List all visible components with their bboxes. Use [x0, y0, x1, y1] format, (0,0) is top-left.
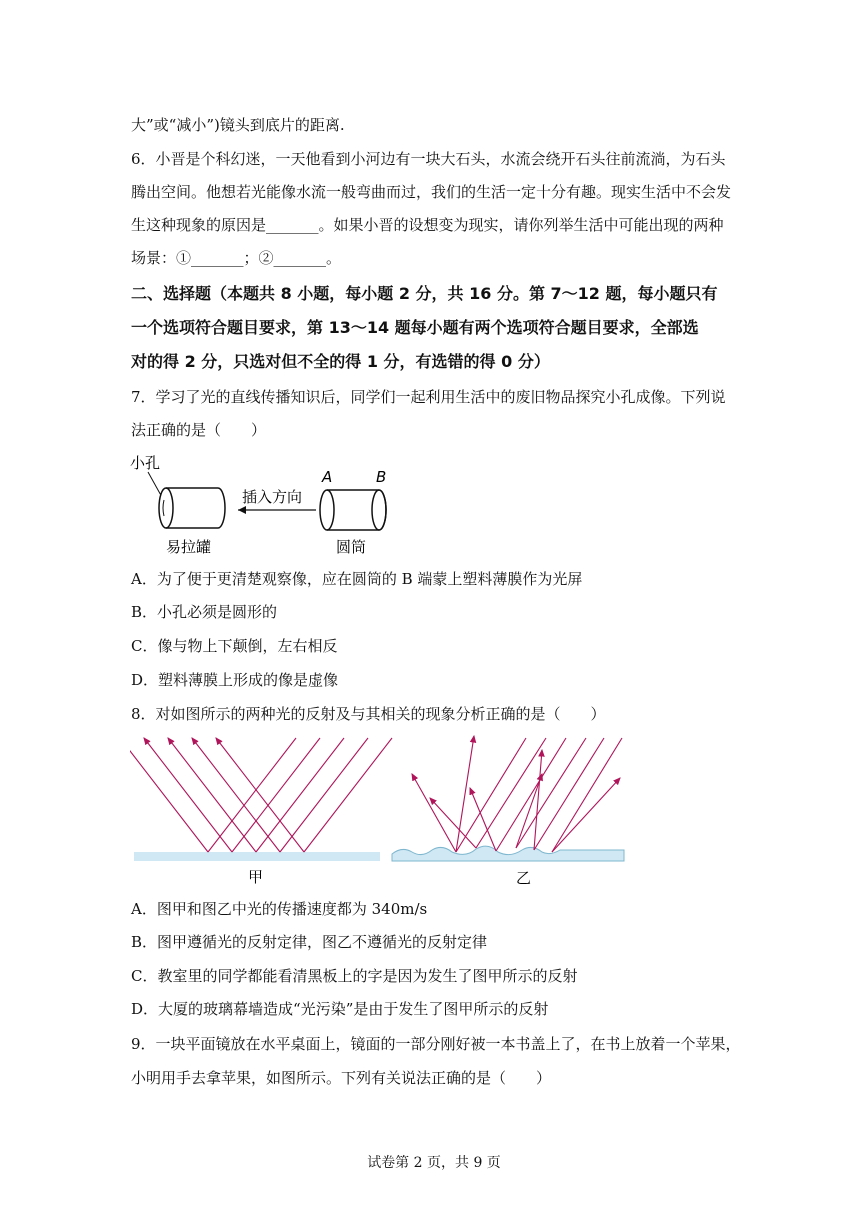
question-8-line: 8．对如图所示的两种光的反射及与其相关的现象分析正确的是（ ） — [131, 705, 606, 723]
figure-yi-label: 乙 — [516, 869, 532, 887]
reflected-ray — [534, 750, 542, 850]
tube-label: 圆筒 — [336, 538, 367, 556]
incident-ray — [232, 738, 320, 852]
reflected-ray — [216, 738, 304, 852]
reflected-ray — [130, 738, 208, 852]
option-8b: B．图甲遵循光的反射定律，图乙不遵循光的反射定律 — [131, 933, 488, 951]
incident-ray — [516, 738, 586, 848]
option-8c: C．教室里的同学都能看清黑板上的字是因为发生了图甲所示的反射 — [131, 967, 578, 985]
question-7-line-2: 法正确的是（ ） — [131, 421, 267, 439]
incident-ray — [496, 738, 566, 851]
reflected-ray — [552, 778, 620, 852]
section-heading-line-1: 二、选择题（本题共 8 小题，每小题 2 分，共 16 分。第 7～12 题，每小题只有 — [131, 284, 718, 303]
specular-rays — [130, 738, 392, 852]
option-7b: B．小孔必须是圆形的 — [131, 603, 278, 621]
incident-ray — [208, 738, 296, 852]
diffuse-rays — [412, 736, 622, 852]
text-line: 大”或“减小”)镜头到底片的距离. — [131, 116, 345, 134]
section-heading-line-3: 对的得 2 分，只选对但不全的得 1 分，有选错的得 0 分） — [131, 352, 550, 371]
question-9-line-1: 9．一块平面镜放在水平桌面上，镜面的一部分刚好被一本书盖上了，在书上放着一个苹果， — [131, 1035, 741, 1053]
insert-direction-label: 插入方向 — [242, 488, 303, 506]
reflection-figure — [130, 730, 630, 890]
question-6-line-4: 场景：①_______；②_______。 — [131, 249, 342, 267]
question-7-line-1: 7．学习了光的直线传播知识后，同学们一起利用生活中的废旧物品探究小孔成像。下列说 — [131, 388, 726, 406]
option-8a: A．图甲和图乙中光的传播速度都为 340m/s — [131, 900, 428, 918]
option-7c: C．像与物上下颠倒，左右相反 — [131, 637, 338, 655]
reflected-ray — [412, 774, 456, 852]
figure-jia-label: 甲 — [248, 868, 264, 886]
reflected-ray — [168, 738, 256, 852]
reflected-ray — [144, 738, 232, 852]
reflected-ray — [192, 738, 280, 852]
incident-ray — [280, 738, 368, 852]
reflected-ray — [456, 736, 474, 852]
section-heading-line-2: 一个选项符合题目要求，第 13～14 题每小题有两个选项符合题目要求，全部选 — [131, 318, 699, 337]
end-a-label: A — [322, 468, 333, 486]
question-9-line-2: 小明用手去拿苹果，如图所示。下列有关说法正确的是（ ） — [131, 1069, 552, 1087]
question-6-line-3: 生这种现象的原因是_______。如果小晋的设想变为现实，请你列举生活中可能出现的两种 — [131, 216, 724, 234]
incident-ray — [304, 738, 392, 852]
mirror-surface — [134, 852, 380, 861]
pinhole-camera-figure — [126, 450, 406, 560]
reflected-ray — [516, 774, 542, 848]
option-7d: D．塑料薄膜上形成的像是虚像 — [131, 671, 339, 689]
reflected-ray — [470, 788, 496, 851]
page-footer: 试卷第 2 页，共 9 页 — [367, 1155, 501, 1171]
incident-ray — [456, 738, 526, 852]
reflected-ray — [430, 798, 476, 848]
question-6-line-2: 腾出空间。他想若光能像水流一般弯曲而过，我们的生活一定十分有趣。现实生活中不会发 — [131, 183, 732, 201]
end-b-label: B — [376, 468, 387, 486]
incident-ray — [552, 738, 622, 852]
pinhole-label: 小孔 — [130, 454, 161, 472]
incident-ray — [256, 738, 344, 852]
question-6-line-1: 6．小晋是个科幻迷，一天他看到小河边有一块大石头，水流会绕开石头往前流淌，为石头 — [131, 150, 726, 168]
option-7a: A．为了便于更清楚观察像，应在圆筒的 B 端蒙上塑料薄膜作为光屏 — [131, 570, 583, 588]
option-8d: D．大厦的玻璃幕墙造成“光污染”是由于发生了图甲所示的反射 — [131, 1000, 549, 1018]
rough-surface — [392, 846, 624, 861]
can-label: 易拉罐 — [166, 538, 212, 556]
